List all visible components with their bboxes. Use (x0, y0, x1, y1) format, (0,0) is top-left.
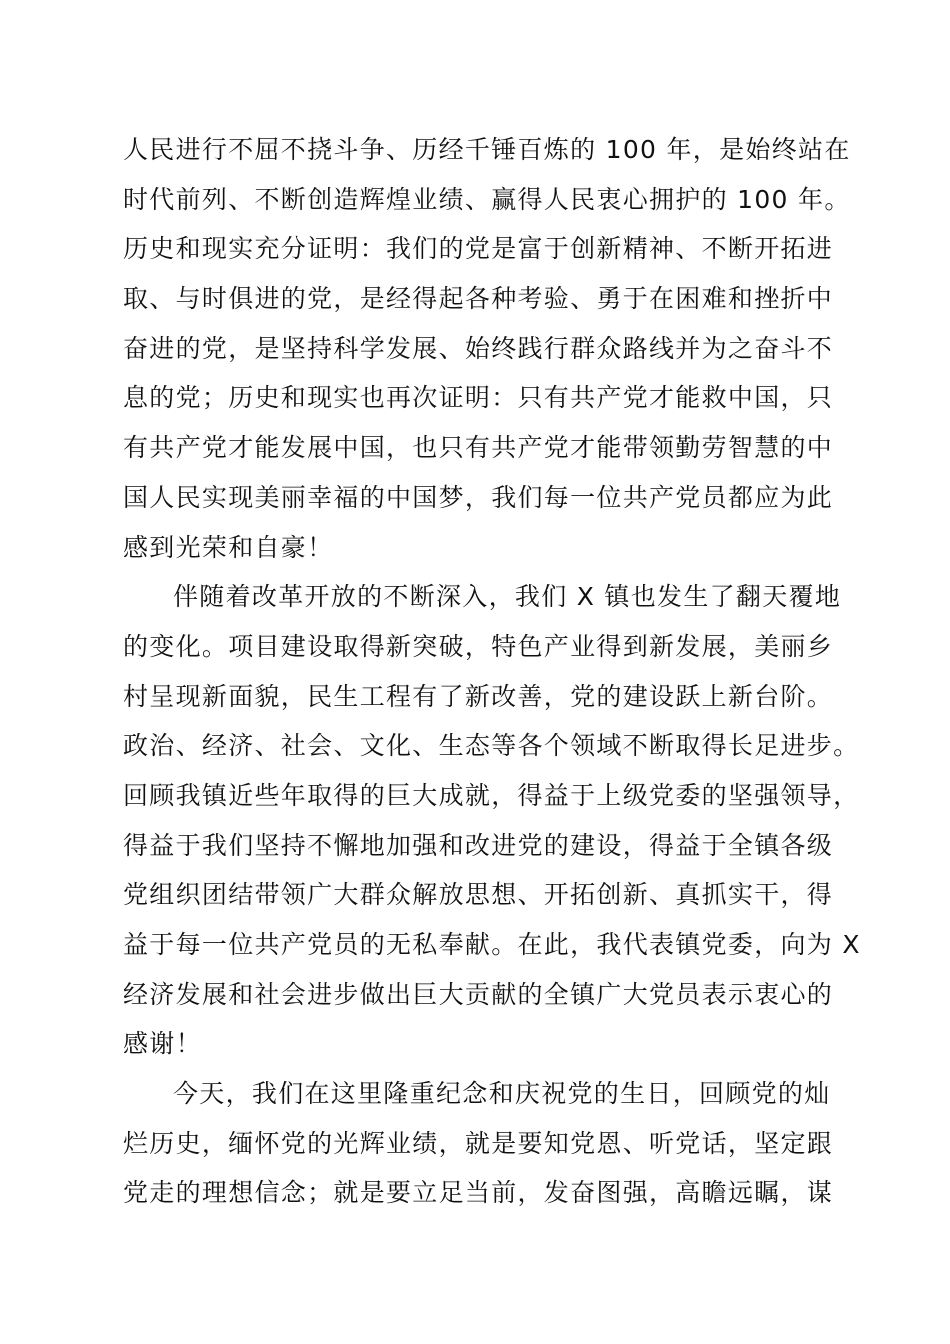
text-line: 取、与时俱进的党，是经得起各种考验、勇于在困难和挫折中 (123, 284, 834, 314)
text-line: 奋进的党，是坚持科学发展、始终践行群众路线并为之奋斗不 (123, 333, 834, 363)
paragraph-start-line: 伴随着改革开放的不断深入，我们 X 镇也发生了翻天覆地 (173, 582, 842, 612)
text-line: 人民进行不屈不挠斗争、历经千锤百炼的 100 年，是始终站在 (123, 135, 851, 164)
text-line: 回顾我镇近些年取得的巨大成就，得益于上级党委的坚强领导， (123, 780, 860, 810)
text-line: 烂历史，缅怀党的光辉业绩，就是要知党恩、听党话，坚定跟 (123, 1128, 834, 1158)
text-line: 党组织团结带领广大群众解放思想、开拓创新、真抓实干，得 (123, 880, 834, 910)
text-line: 经济发展和社会进步做出巨大贡献的全镇广大党员表示衷心的 (123, 979, 834, 1009)
text-line: 村呈现新面貌，民生工程有了新改善，党的建设跃上新台阶。 (123, 681, 834, 711)
text-line: 感谢！ (123, 1029, 202, 1059)
text-line: 有共产党才能发展中国，也只有共产党才能带领勤劳智慧的中 (123, 433, 834, 463)
text-line: 历史和现实充分证明：我们的党是富于创新精神、不断开拓进 (123, 234, 834, 264)
text-line: 国人民实现美丽幸福的中国梦，我们每一位共产党员都应为此 (123, 482, 834, 512)
text-line: 得益于我们坚持不懈地加强和改进党的建设，得益于全镇各级 (123, 830, 834, 860)
text-line: 政治、经济、社会、文化、生态等各个领域不断取得长足进步。 (123, 731, 860, 761)
text-line: 党走的理想信念；就是要立足当前，发奋图强，高瞻远瞩，谋 (123, 1178, 834, 1208)
text-line: 益于每一位共产党员的无私奉献。在此，我代表镇党委，向为 X (123, 930, 861, 959)
text-line: 时代前列、不断创造辉煌业绩、赢得人民衷心拥护的 100 年。 (123, 184, 851, 214)
body-text (123, 128, 861, 1221)
paragraph-start-line: 今天，我们在这里隆重纪念和庆祝党的生日，回顾党的灿 (173, 1079, 831, 1109)
text-line: 息的党；历史和现实也再次证明：只有共产党才能救中国，只 (123, 383, 834, 413)
text-line: 的变化。项目建设取得新突破，特色产业得到新发展，美丽乡 (123, 631, 834, 661)
text-line: 感到光荣和自豪！ (123, 532, 334, 562)
